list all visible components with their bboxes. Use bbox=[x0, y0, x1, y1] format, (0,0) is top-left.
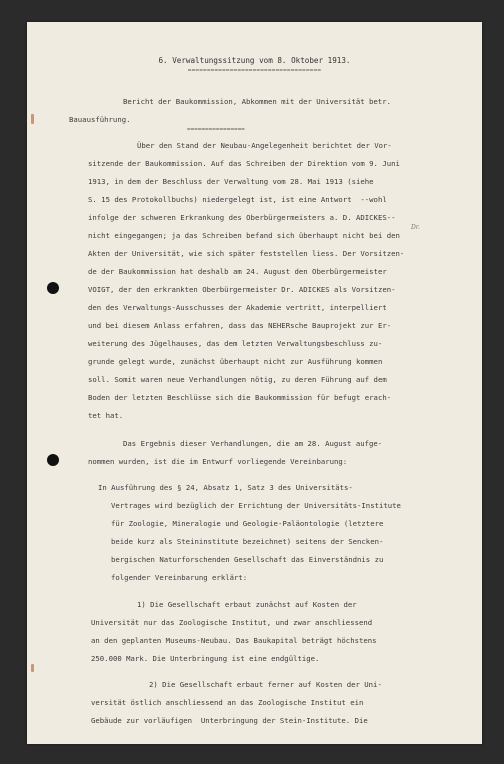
subject-line: Bericht der Baukommission, Abkommen mit der Universität betr. bbox=[123, 97, 391, 106]
paragraph-line: 1) Die Gesellschaft erbaut zunächst auf Kosten der bbox=[137, 600, 357, 609]
paragraph-line: nommen wurden, ist die im Entwurf vorliegende Vereinbarung: bbox=[88, 457, 348, 466]
paragraph-line: und bei diesem Anlass erfahren, dass das NEHERsche Bauprojekt zur Er- bbox=[88, 321, 392, 330]
punch-hole bbox=[47, 454, 59, 466]
paragraph-line: Über den Stand der Neubau-Angelegenheit berichtet der Vor- bbox=[137, 141, 392, 150]
paragraph-line: infolge der schweren Erkrankung des Oberbürgermeisters a. D. ADICKES-- bbox=[88, 213, 396, 222]
rust-stain bbox=[31, 664, 34, 672]
paragraph-line: an den geplanten Museums-Neubau. Das Baukapital beträgt höchstens bbox=[91, 636, 377, 645]
paragraph-line: bergischen Naturforschenden Gesellschaft das Einverständnis zu bbox=[111, 555, 384, 564]
paragraph-line: tet hat. bbox=[88, 411, 124, 420]
paragraph-line: 2) Die Gesellschaft erbaut ferner auf Kosten der Uni- bbox=[149, 680, 382, 689]
paragraph-line: beide kurz als Steininstitute bezeichnet) seitens der Sencken- bbox=[111, 537, 384, 546]
subject-rule: ================ bbox=[187, 126, 245, 133]
paragraph-line: VOIGT, der den erkrankten Oberbürgermeister Dr. ADICKES als Vorsitzen- bbox=[88, 285, 396, 294]
paragraph-line: weiterung des Jügelhauses, das dem letzten Verwaltungsbeschluss zu- bbox=[88, 339, 383, 348]
handwritten-annotation: Dr. bbox=[411, 224, 420, 231]
paragraph-line: 1913, in dem der Beschluss der Verwaltung vom 28. Mai 1913 (siehe bbox=[88, 177, 374, 186]
paragraph-line: den des Verwaltungs-Ausschusses der Akademie vertritt, interpelliert bbox=[88, 303, 387, 312]
paragraph-line: de der Baukommission hat deshalb am 24. August den Oberbürgermeister bbox=[88, 267, 387, 276]
punch-hole bbox=[47, 282, 59, 294]
paragraph-line: Gebäude zur vorläufigen Unterbringung der Stein-Institute. Die bbox=[91, 716, 368, 725]
paragraph-line: sitzende der Baukommission. Auf das Schreiben der Direktion vom 9. Juni bbox=[88, 159, 400, 168]
paragraph-line: Universität nur das Zoologische Institut, und zwar anschliessend bbox=[91, 618, 373, 627]
paragraph-line: Das Ergebnis dieser Verhandlungen, die am 28. August aufge- bbox=[123, 439, 383, 448]
paragraph-line: grunde gelegt wurde, zunächst überhaupt nicht zur Ausführung kommen bbox=[88, 357, 383, 366]
subject-line-continued: Bauausführung. bbox=[69, 115, 131, 124]
paragraph-line: versität östlich anschliessend an das Zoologische Institut ein bbox=[91, 698, 364, 707]
title-rule: =================================== bbox=[187, 67, 322, 74]
document-page bbox=[27, 22, 482, 744]
meeting-title: 6. Verwaltungssitzung vom 8. Oktober 1913. bbox=[158, 56, 351, 65]
paragraph-line: für Zoologie, Mineralogie und Geologie-Paläontologie (letztere bbox=[111, 519, 384, 528]
paragraph-line: S. 15 des Protokollbuchs) niedergelegt ist, ist eine Antwort --wohl bbox=[88, 195, 387, 204]
paragraph-line: Boden der letzten Beschlüsse sich die Baukommission für befugt erach- bbox=[88, 393, 392, 402]
paragraph-line: Vertrages wird bezüglich der Errichtung der Universitäts-Institute bbox=[111, 501, 401, 510]
paragraph-line: 250.000 Mark. Die Unterbringung ist eine endgültige. bbox=[91, 654, 320, 663]
paragraph-line: nicht eingegangen; ja das Schreiben befand sich überhaupt nicht bei den bbox=[88, 231, 400, 240]
paragraph-line: soll. Somit waren neue Verhandlungen nötig, zu deren Führung auf dem bbox=[88, 375, 387, 384]
paragraph-line: folgender Vereinbarung erklärt: bbox=[111, 573, 248, 582]
rust-stain bbox=[31, 114, 34, 124]
paragraph-line: Akten der Universität, wie sich später feststellen liess. Der Vorsitzen- bbox=[88, 249, 405, 258]
paragraph-line: In Ausführung des § 24, Absatz 1, Satz 3 des Universitäts- bbox=[98, 483, 353, 492]
